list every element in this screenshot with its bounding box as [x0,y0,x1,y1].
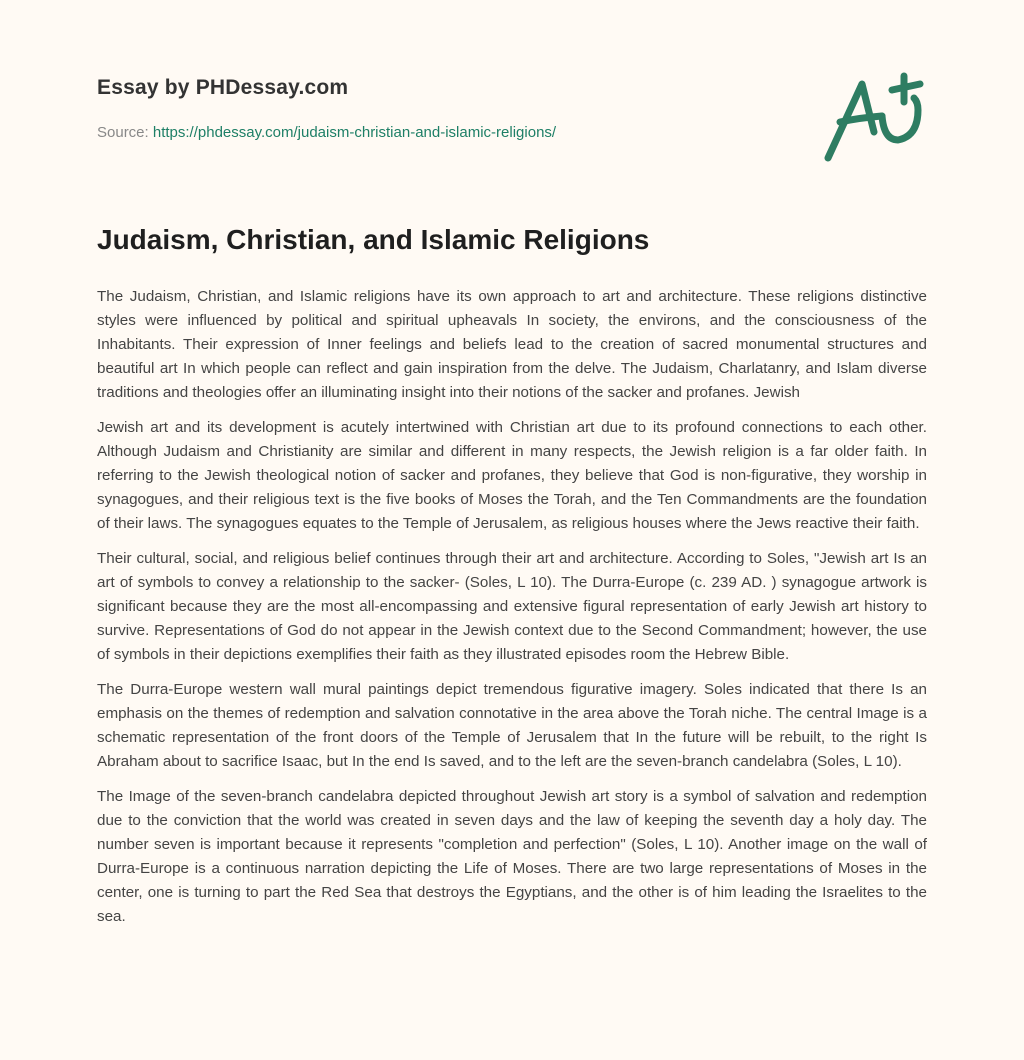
paragraph: The Image of the seven-branch candelabra depicted throughout Jewish art story is a symbol of salvation and redemption due to the conviction that the world was created in seven days and the law of keeping the seventh day a holy day. The number seven is important because it represents "completion and perfection" (Soles, L 10). Another image on the wall of Durra-Europe is a continuous narration depicting the Life of Moses. There are two large representations of Moses in the center, one is turning to part the Red Sea that destroys the Egyptians, and the other is of him leading the Israelites to the sea. [97,788,927,925]
article-body [97,285,927,940]
paragraph: Their cultural, social, and religious belief continues through their art and architecture. According to Soles, "Jewish art Is an art of symbols to convey a relationship to the sacker- (Soles, L 10). The Durra-Europe (c. 239 AD. ) synagogue artwork is significant because they are the most all-encompassing and extensive figural representation of early Jewish art history to survive. Representations of God do not appear in the Jewish context due to the Second Commandment; however, the use of symbols in their depictions exemplifies their faith as they illustrated episodes room the Hebrew Bible. [97,550,927,663]
source-line [97,124,556,141]
paragraph: The Durra-Europe western wall mural paintings depict tremendous figurative imagery. Soles indicated that there Is an emphasis on the themes of redemption and salvation connotative in the area above the Torah niche. The central Image is a schematic representation of the front doors of the Temple of Jerusalem that In the future will be rebuilt, to the right Is Abraham about to sacrifice Isaac, but In the end Is saved, and to the left are the seven-branch candelabra (Soles, L 10). [97,681,927,770]
paragraph: The Judaism, Christian, and Islamic religions have its own approach to art and architecture. These religions distinctive styles were influenced by political and spiritual upheavals In society, the environs, and the consciousness of the Inhabitants. Their expression of Inner feelings and beliefs lead to the creation of sacred monumental structures and beautiful art In which people can reflect and gain inspiration from the delve. The Judaism, Charlatanry, and Islam diverse traditions and theologies offer an illuminating insight into their notions of the sacker and profanes. Jewish [97,288,927,401]
article-title: Judaism, Christian, and Islamic Religions [97,224,650,255]
brand-title: Essay by PHDessay.com [97,76,349,99]
paragraph: Jewish art and its development is acutely intertwined with Christian art due to its profound connections to each other. Although Judaism and Christianity are similar and different in many respects, the Jewish religion is a far older faith. In referring to the Jewish theological notion of sacker and profanes, they believe that God is non-figurative, they worship in synagogues, and their religious text is the five books of Moses the Torah, and the Ten Commandments are the foundation of their laws. The synagogues equates to the Temple of Jerusalem, as religious houses where the Jews reactive their faith. [97,419,927,532]
source-link[interactable]: https://phdessay.com/judaism-christian-and-islamic-religions/ [152,124,557,141]
site-header [97,76,348,100]
source-label: Source: [97,124,149,141]
a-plus-logo-icon [818,62,938,172]
